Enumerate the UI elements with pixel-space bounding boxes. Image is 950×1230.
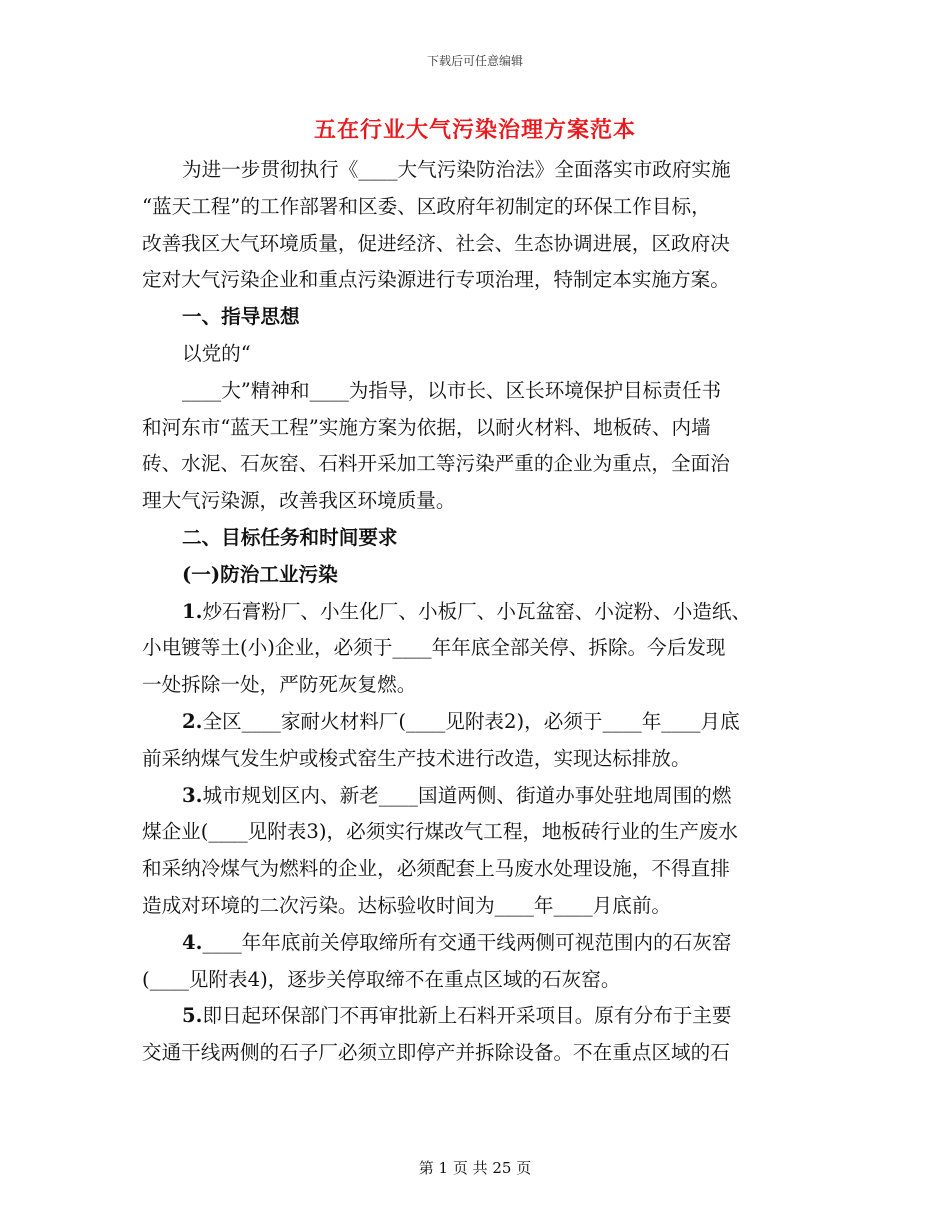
body-text-line [142,594,810,631]
line-text: “蓝天工程”的工作部署和区委、区政府年初制定的环保工作目标， [142,194,711,218]
section-heading [142,557,810,594]
list-item-number: 1. [182,599,203,623]
body-text-line [142,998,810,1035]
body-text-line [142,667,810,704]
line-text: 二、目标任务和时间要求 [182,525,398,549]
line-text: 以党的“ [182,341,251,365]
document-title: 五在行业大气污染治理方案范本 [313,117,636,143]
list-item-number: 2. [182,709,203,733]
line-text: 为进一步贯彻执行《____大气污染防治法》全面落实市政府实施 [182,158,731,181]
line-text: 造成对环境的二次污染。达标验收时间为____年____月底前。 [142,893,672,917]
body-text-line [142,446,810,483]
line-text: 小电镀等土(小)企业，必须于____年年底全部关停、拆除。今后发现 [142,636,726,660]
list-item-number: 3. [182,783,203,807]
body-text-line [142,630,810,667]
body-text-line [142,226,810,263]
body-text-line [142,152,810,189]
line-text: 定对大气污染企业和重点污染源进行专项治理，特制定本实施方案。 [142,268,730,292]
body-text-line [142,888,810,925]
line-text: 即日起环保部门不再审批新上石料开采项目。原有分布于主要 [202,1004,732,1028]
body-text-line [142,410,810,447]
body-text-line [142,1035,810,1072]
line-text: 改善我区大气环境质量，促进经济、社会、生态协调进展，区政府决 [142,231,730,255]
page-number: 第 1 页 共 25 页 [418,1159,532,1177]
line-text: 全区____家耐火材料厂(____见附表2)，必须于____年____月底 [202,709,740,733]
section-heading [142,299,810,336]
body-text-line [142,704,810,741]
body-text-line [142,778,810,815]
line-text: 城市规划区内、新老____国道两侧、街道办事处驻地周围的燃 [202,783,732,807]
line-text: 和河东市“蓝天工程”实施方案为依据，以耐火材料、地板砖、内墙 [142,415,711,439]
line-text: (一)防治工业污染 [182,562,338,586]
line-text: 砖、水泥、石灰窑、石料开采加工等污染严重的企业为重点，全面治 [142,452,730,476]
body-text-line [142,262,810,299]
body-text-line [142,483,810,520]
line-text: 煤企业(____见附表3)，必须实行煤改气工程，地板砖行业的生产废水 [142,820,738,844]
line-text: 前采纳煤气发生炉或梭式窑生产技术进行改造，实现达标排放。 [142,746,691,770]
body-text-line [142,962,810,999]
line-text: 交通干线两侧的石子厂必须立即停产并拆除设备。不在重点区域的石 [142,1041,730,1065]
body-text-line [142,373,810,410]
line-text: (____见附表4)，逐步关停取缔不在重点区域的石灰窑。 [142,967,621,991]
line-text: 理大气污染源，改善我区环境质量。 [142,489,456,513]
line-text: 一处拆除一处，严防死灰复燃。 [142,673,417,697]
line-text: ____年年底前关停取缔所有交通干线两侧可视范围内的石灰窑 [202,930,732,954]
body-text-line [142,336,810,373]
page-header: 下载后可任意编辑 [426,54,523,68]
list-item-number: 5. [182,1004,203,1028]
line-text: 和采纳冷煤气为燃料的企业，必须配套上马废水处理设施，不得直排 [142,857,730,881]
list-item-number: 4. [182,930,203,954]
section-heading [142,520,810,557]
body-text-line [142,925,810,962]
document-body [142,152,810,1072]
body-text-line [142,851,810,888]
line-text: ____大”精神和____为指导，以市长、区长环境保护目标责任书 [182,378,722,402]
body-text-line [142,814,810,851]
body-text-line [142,741,810,778]
line-text: 炒石膏粉厂、小生化厂、小板厂、小瓦盆窑、小淀粉、小造纸、 [202,599,752,623]
body-text-line [142,189,810,226]
line-text: 一、指导思想 [182,305,300,329]
